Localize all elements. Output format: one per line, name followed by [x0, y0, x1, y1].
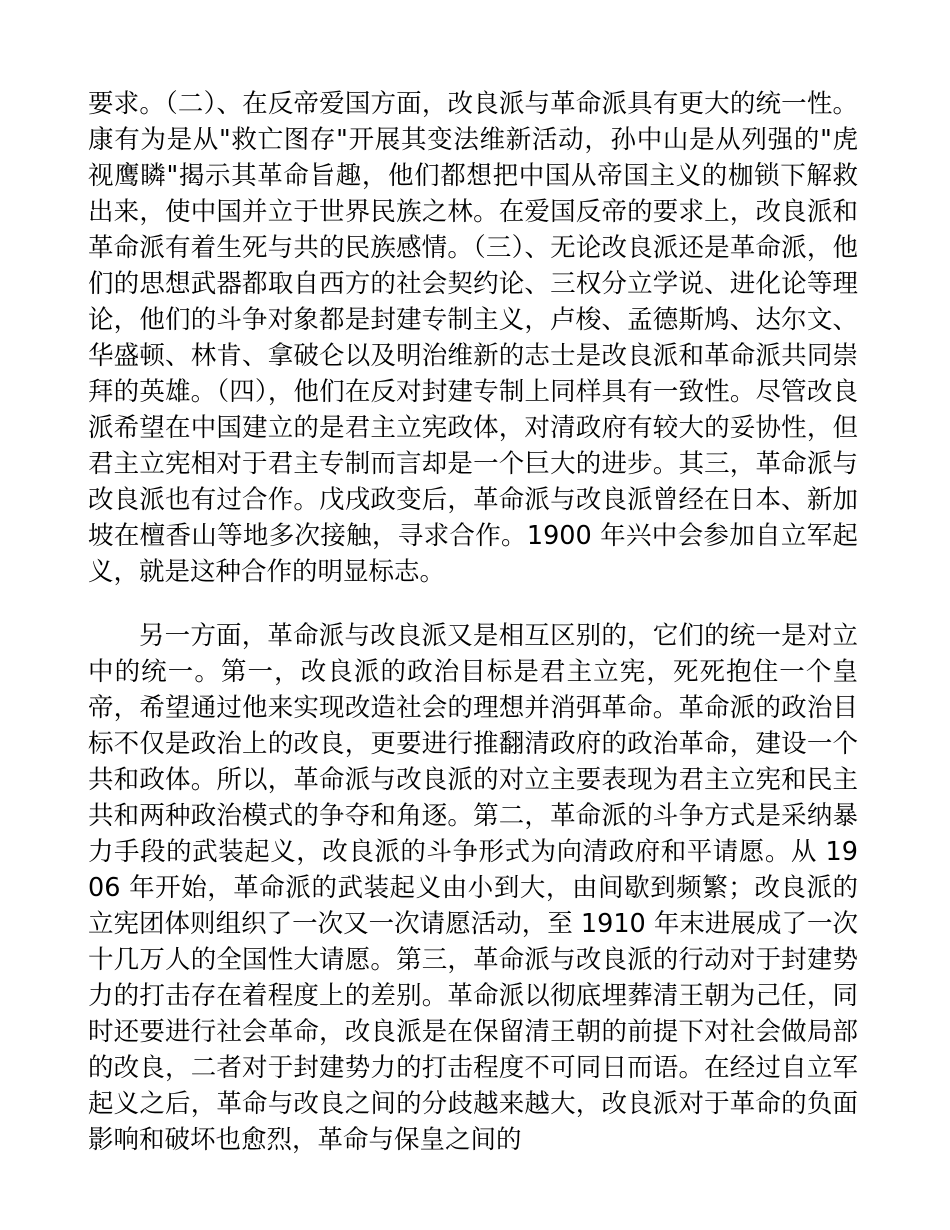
paragraph-2: 另一方面，革命派与改良派又是相互区别的，它们的统一是对立中的统一。第一，改良派的政治目标是君主立宪，死死抱住一个皇帝，希望通过他来实现改造社会的理想并消弭革命。革命派的政治目标不仅是政治上的改良，更要进行推翻清政府的政治革命，建设一个共和政体。所以，革命派与改良派的对立主要表现为君主立宪和民主共和两种政治模式的争夺和角逐。第二，革命派的斗争方式是采纳暴力手段的武装起义，改良派的斗争形式为向清政府和平请愿。从 1906 年开始，革命派的武装起义由小到大，由间歇到频繁；改良派的立宪团体则组织了一次又一次请愿活动，至 1910 年末进展成了一次十几万人的全国性大请愿。第三，革命派与改良派的行动对于封建势力的打击存在着程度上的差别。革命派以彻底埋葬清王朝为己任，同时还要进行社会革命，改良派是在保留清王朝的前提下对社会做局部的改良，二者对于封建势力的打击程度不可同日而语。在经过自立军起义之后，革命与改良之间的分歧越来越大，改良派对于革命的负面影响和破坏也愈烈，革命与保皇之间的 — [88, 621, 858, 1155]
paragraph-1: 要求。（二）、在反帝爱国方面，改良派与革命派具有更大的统一性。康有为是从"救亡图存"开展其变法维新活动，孙中山是从列强的"虎视鹰瞵"揭示其革命旨趣，他们都想把中国从帝国主义的枷锁下解救出来，使中国并立于世界民族之林。在爱国反帝的要求上，改良派和革命派有着生死与共的民族感情。（三）、无论改良派还是革命派，他们的思想武器都取自西方的社会契约论、三权分立学说、进化论等理论，他们的斗争对象都是封建专制主义，卢梭、孟德斯鸠、达尔文、华盛顿、林肯、拿破仑以及明治维新的志士是改良派和革命派共同崇拜的英雄。（四），他们在反对封建专制上同样具有一致性。尽管改良派希望在中国建立的是君主立宪政体，对清政府有较大的妥协性，但君主立宪相对于君主专制而言却是一个巨大的进步。其三，革命派与改良派也有过合作。戊戌政变后，革命派与改良派曾经在日本、新加坡在檀香山等地多次接触，寻求合作。1900 年兴中会参加自立军起义，就是这种合作的明显标志。 — [88, 89, 858, 587]
document-body — [88, 86, 858, 1158]
